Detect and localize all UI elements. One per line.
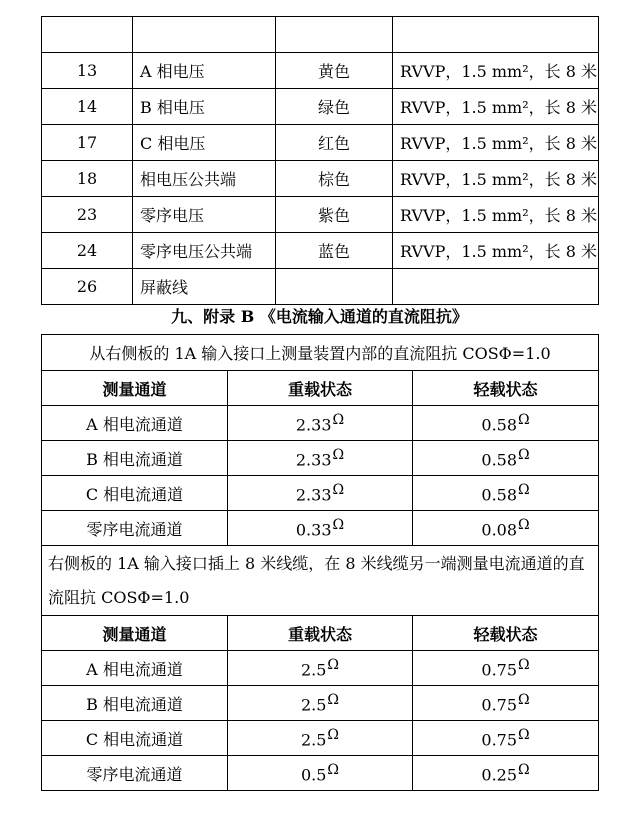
table-row (42, 197, 599, 233)
note-row (42, 335, 599, 371)
terminal-number: 26 (42, 269, 133, 305)
signal-name: 零序电压 (133, 197, 276, 233)
value-text: 2.5 (300, 695, 327, 715)
light-value (413, 476, 599, 511)
signal-name: 零序电压公共端 (133, 233, 276, 269)
ohm-unit: Ω (518, 726, 530, 743)
header-row (42, 371, 599, 406)
ohm-unit: Ω (327, 726, 340, 743)
ohm-unit: Ω (332, 411, 345, 428)
table-row (42, 651, 599, 686)
wire-color: 棕色 (276, 161, 393, 197)
cable-spec (393, 17, 599, 53)
ohm-unit: Ω (518, 446, 530, 463)
wiring-table (41, 16, 599, 305)
value-text: 2.33 (295, 450, 332, 470)
wire-color: 红色 (276, 125, 393, 161)
heavy-value (228, 476, 413, 511)
dc-impedance-table (41, 334, 599, 791)
ohm-unit: Ω (518, 411, 530, 428)
channel-name: B 相电流通道 (42, 441, 228, 476)
value-text: 0.75 (481, 730, 518, 750)
value-text: 0.75 (481, 660, 518, 680)
heavy-value (228, 651, 413, 686)
measurement-note: 从右侧板的 1A 输入接口上测量装置内部的直流阻抗 COSΦ=1.0 (42, 335, 599, 371)
channel-name: A 相电流通道 (42, 406, 228, 441)
ohm-unit: Ω (327, 691, 340, 708)
ohm-unit: Ω (327, 761, 340, 778)
value-text: 0.08 (481, 520, 518, 540)
channel-name: C 相电流通道 (42, 721, 228, 756)
cable-spec (393, 269, 599, 305)
ohm-unit: Ω (518, 761, 530, 778)
note-row (42, 546, 599, 616)
signal-name: 屏蔽线 (133, 269, 276, 305)
cable-spec: RVVP，1.5 mm²，长 8 米 (393, 197, 599, 233)
table-row (42, 125, 599, 161)
terminal-number: 18 (42, 161, 133, 197)
table-row (42, 476, 599, 511)
cable-spec: RVVP，1.5 mm²，长 8 米 (393, 125, 599, 161)
ohm-unit: Ω (327, 656, 340, 673)
table-row (42, 406, 599, 441)
signal-name: C 相电压 (133, 125, 276, 161)
table-row (42, 721, 599, 756)
value-text: 0.5 (300, 765, 327, 785)
light-value (413, 686, 599, 721)
value-text: 0.58 (481, 450, 518, 470)
signal-name (133, 17, 276, 53)
terminal-number: 14 (42, 89, 133, 125)
column-header-heavy: 重载状态 (228, 616, 413, 651)
terminal-number (42, 17, 133, 53)
table-row (42, 17, 599, 53)
light-value (413, 406, 599, 441)
light-value (413, 721, 599, 756)
ohm-unit: Ω (332, 516, 345, 533)
value-text: 0.75 (481, 695, 518, 715)
ohm-unit: Ω (518, 481, 530, 498)
table-row (42, 686, 599, 721)
ohm-unit: Ω (518, 516, 530, 533)
wire-color: 蓝色 (276, 233, 393, 269)
channel-name: A 相电流通道 (42, 651, 228, 686)
wire-color (276, 269, 393, 305)
value-text: 2.5 (300, 730, 327, 750)
heavy-value (228, 756, 413, 791)
channel-name: 零序电流通道 (42, 511, 228, 546)
ohm-unit: Ω (332, 446, 345, 463)
wire-color: 紫色 (276, 197, 393, 233)
measurement-note: 右侧板的 1A 输入接口插上 8 米线缆，在 8 米线缆另一端测量电流通道的直流阻抗 COSΦ=1.0 (42, 546, 599, 616)
wire-color: 黄色 (276, 53, 393, 89)
value-text: 0.58 (481, 415, 518, 435)
heavy-value (228, 406, 413, 441)
terminal-number: 13 (42, 53, 133, 89)
heavy-value (228, 686, 413, 721)
terminal-number: 24 (42, 233, 133, 269)
cable-spec: RVVP，1.5 mm²，长 8 米 (393, 161, 599, 197)
signal-name: A 相电压 (133, 53, 276, 89)
table-row (42, 441, 599, 476)
light-value (413, 756, 599, 791)
cable-spec: RVVP，1.5 mm²，长 8 米 (393, 233, 599, 269)
value-text: 2.5 (300, 660, 327, 680)
header-row (42, 616, 599, 651)
value-text: 2.33 (295, 415, 332, 435)
table-row (42, 161, 599, 197)
heavy-value (228, 441, 413, 476)
appendix-title: 九、附录 B 《电流输入通道的直流阻抗》 (171, 307, 468, 326)
value-text: 2.33 (295, 485, 332, 505)
heavy-value (228, 511, 413, 546)
table-row (42, 269, 599, 305)
wire-color: 绿色 (276, 89, 393, 125)
table-row (42, 233, 599, 269)
channel-name: C 相电流通道 (42, 476, 228, 511)
light-value (413, 511, 599, 546)
cable-spec: RVVP，1.5 mm²，长 8 米 (393, 89, 599, 125)
column-header-channel: 测量通道 (42, 371, 228, 406)
signal-name: 相电压公共端 (133, 161, 276, 197)
signal-name: B 相电压 (133, 89, 276, 125)
light-value (413, 441, 599, 476)
column-header-light: 轻载状态 (413, 616, 599, 651)
column-header-heavy: 重载状态 (228, 371, 413, 406)
cable-spec: RVVP，1.5 mm²，长 8 米 (393, 53, 599, 89)
light-value (413, 651, 599, 686)
value-text: 0.25 (481, 765, 518, 785)
ohm-unit: Ω (518, 656, 530, 673)
table-row (42, 511, 599, 546)
channel-name: 零序电流通道 (42, 756, 228, 791)
table-row (42, 756, 599, 791)
ohm-unit: Ω (518, 691, 530, 708)
column-header-light: 轻载状态 (413, 371, 599, 406)
channel-name: B 相电流通道 (42, 686, 228, 721)
value-text: 0.58 (481, 485, 518, 505)
ohm-unit: Ω (332, 481, 345, 498)
column-header-channel: 测量通道 (42, 616, 228, 651)
terminal-number: 17 (42, 125, 133, 161)
heavy-value (228, 721, 413, 756)
terminal-number: 23 (42, 197, 133, 233)
table-row (42, 53, 599, 89)
wire-color (276, 17, 393, 53)
value-text: 0.33 (295, 520, 332, 540)
table-row (42, 89, 599, 125)
